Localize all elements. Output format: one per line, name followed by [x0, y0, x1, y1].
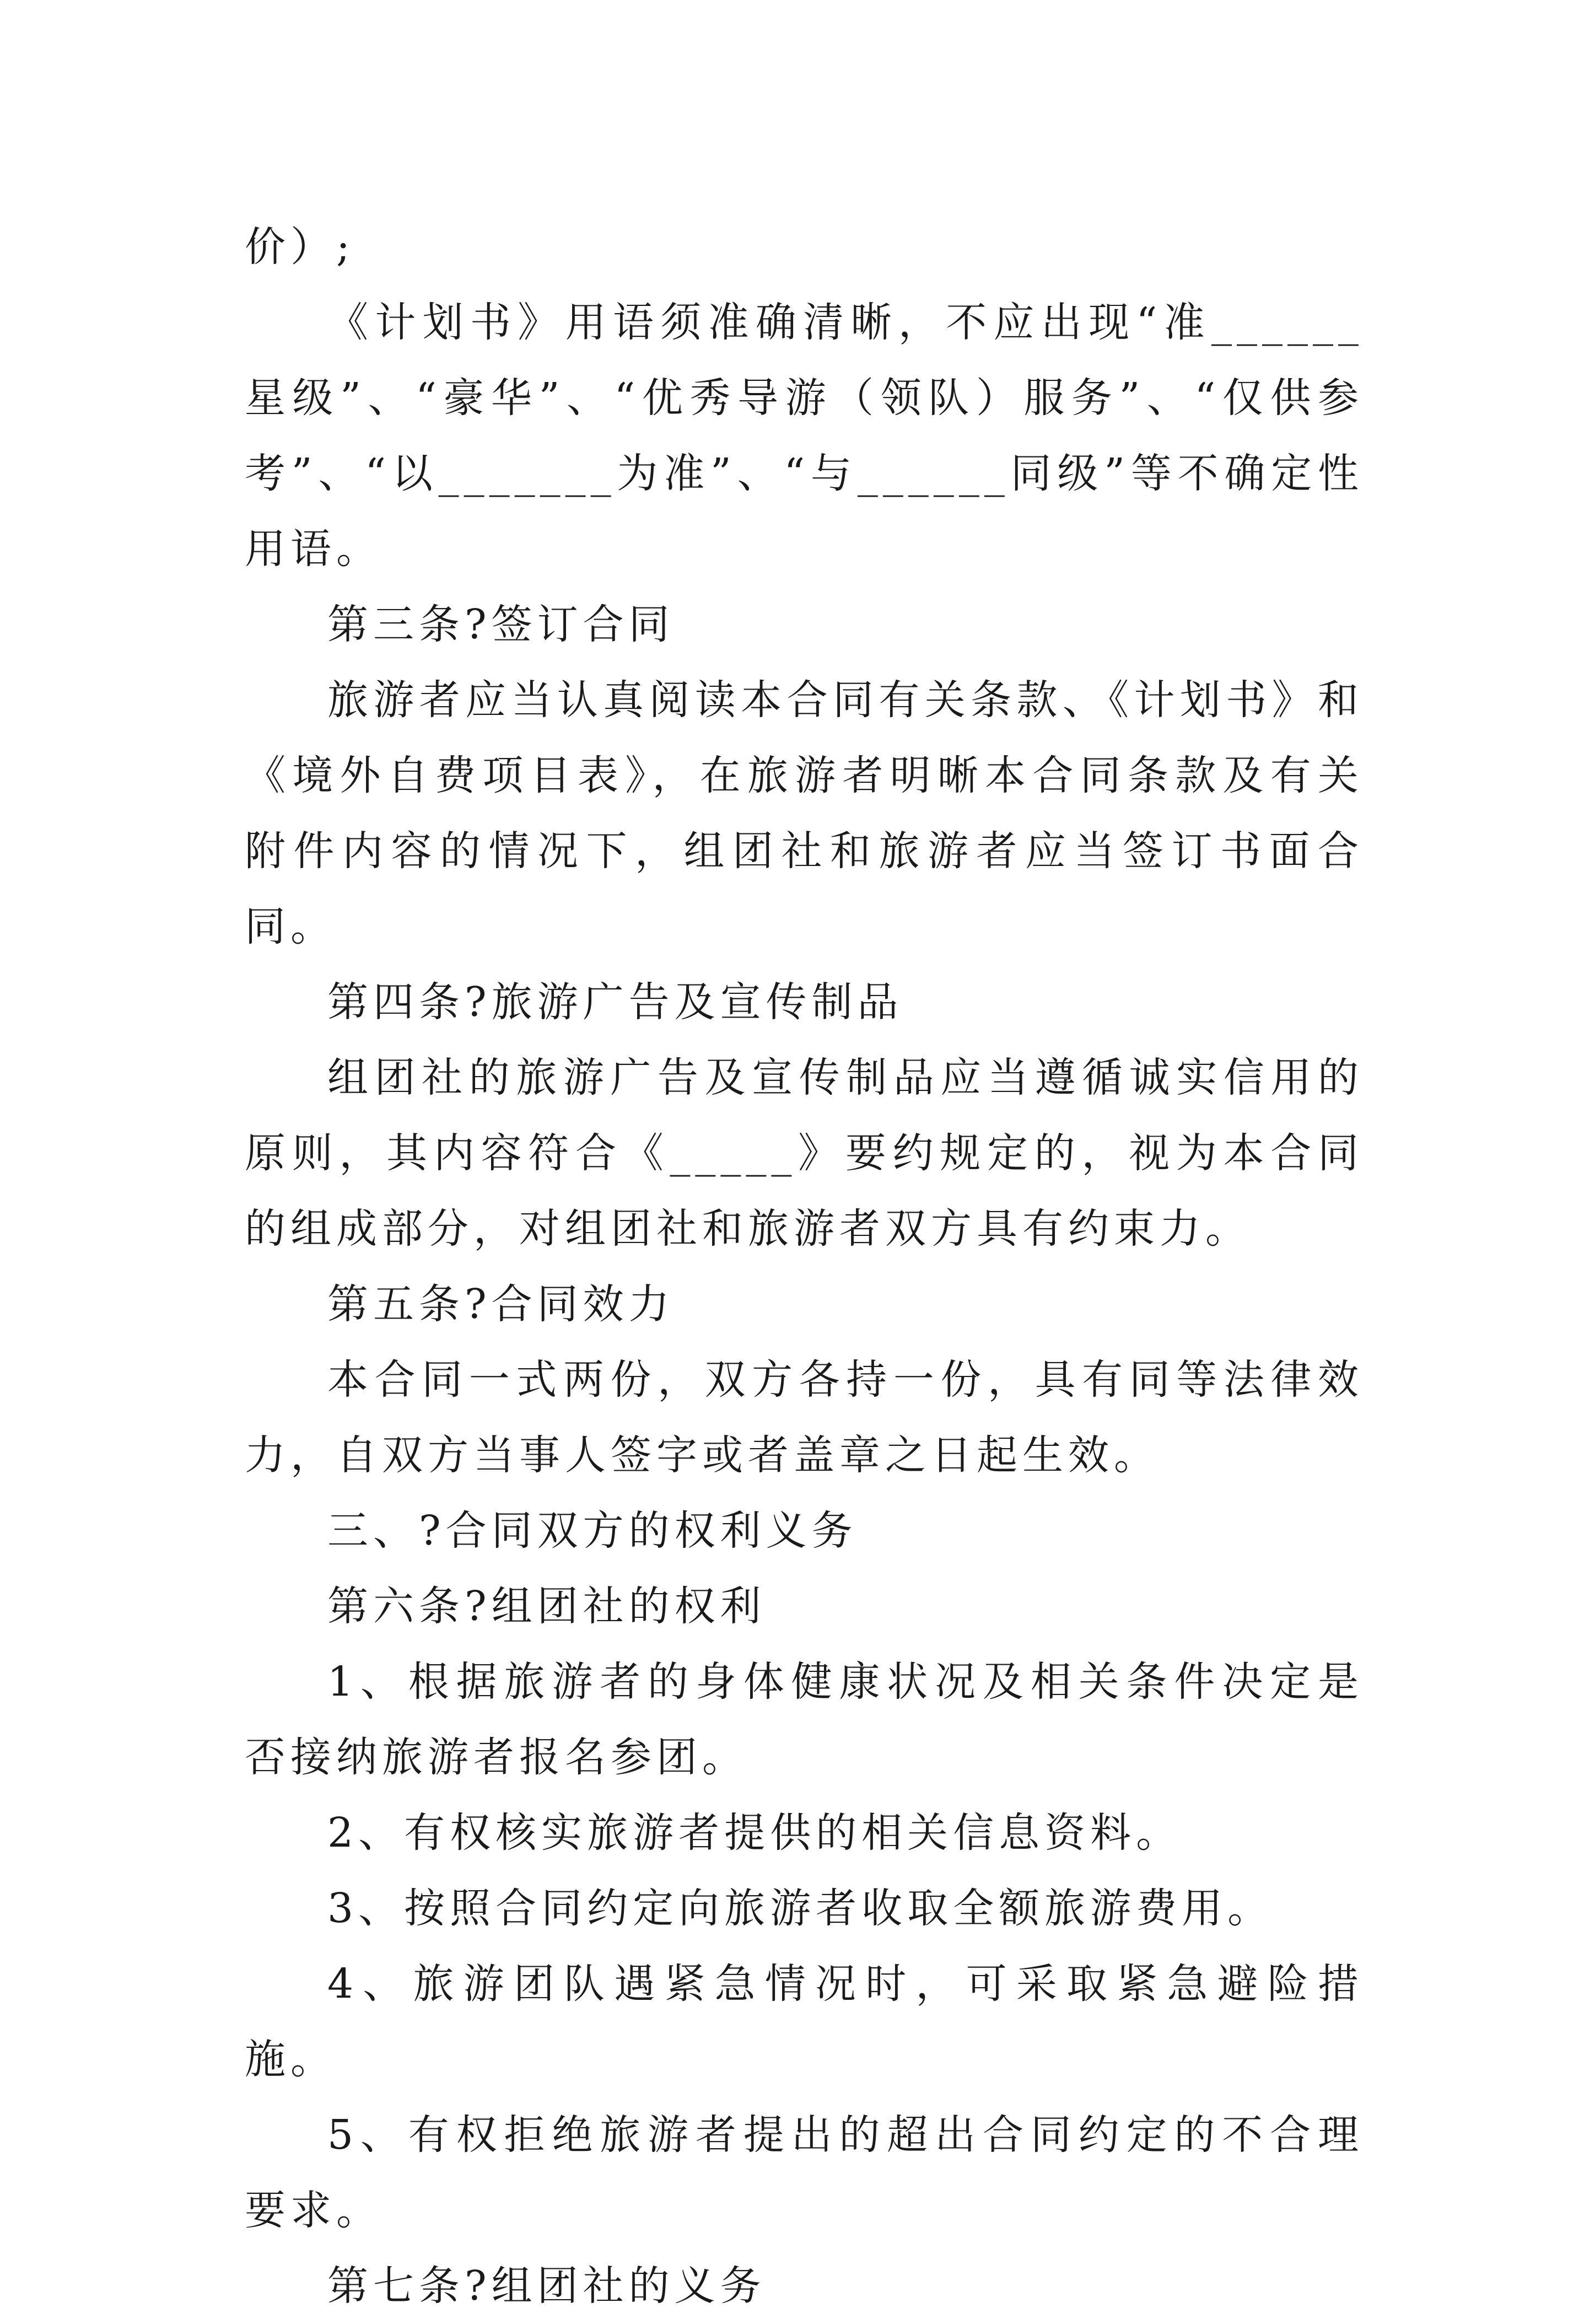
heading-article-5: 第五条?合同效力 — [327, 1281, 675, 1328]
paragraph-article-3: 旅游者应当认真阅读本合同有关条款、《计划书》和《境外自费项目表》，在旅游者明晰本合同条款及有关附件内容的情况下，组团社和旅游者应当签订书面合同。 — [245, 676, 1364, 950]
paragraph-price-end: 价）; — [245, 223, 355, 271]
paragraph-article-4: 组团社的旅游广告及宣传制品应当遵循诚实信用的原则，其内容符合《_____》要约规定的，视为本合同的组成部分，对组团社和旅游者双方具有约束力。 — [245, 1054, 1364, 1252]
heading-article-6: 第六条?组团社的权利 — [327, 1583, 766, 1630]
heading-article-3: 第三条?签订合同 — [327, 601, 675, 648]
list-item-right-3: 3、按照合同约定向旅游者收取全额旅游费用。 — [327, 1885, 1274, 1932]
paragraph-plan-wording: 《计划书》用语须准确清晰，不应出现“准______星级”、“豪华”、“优秀导游（领队）服务”、“仅供参考”、“以_______为准”、“与______同级”等不确定性用语。 — [245, 299, 1364, 573]
list-item-right-5: 5、有权拒绝旅游者提出的超出合同约定的不合理要求。 — [245, 2111, 1364, 2234]
document-body — [245, 209, 1364, 2324]
heading-article-7: 第七条?组团社的义务 — [327, 2262, 766, 2310]
heading-section-3: 三、?合同双方的权利义务 — [327, 1507, 858, 1554]
paragraph-article-5: 本合同一式两份，双方各持一份，具有同等法律效力，自双方当事人签字或者盖章之日起生效。 — [245, 1356, 1364, 1479]
list-item-right-2: 2、有权核实旅游者提供的相关信息资料。 — [327, 1809, 1182, 1857]
heading-article-4: 第四条?旅游广告及宣传制品 — [327, 978, 903, 1026]
list-item-right-4: 4、旅游团队遇紧急情况时，可采取紧急避险措施。 — [245, 1960, 1364, 2083]
list-item-right-1: 1、根据旅游者的身体健康状况及相关条件决定是否接纳旅游者报名参团。 — [245, 1658, 1364, 1781]
